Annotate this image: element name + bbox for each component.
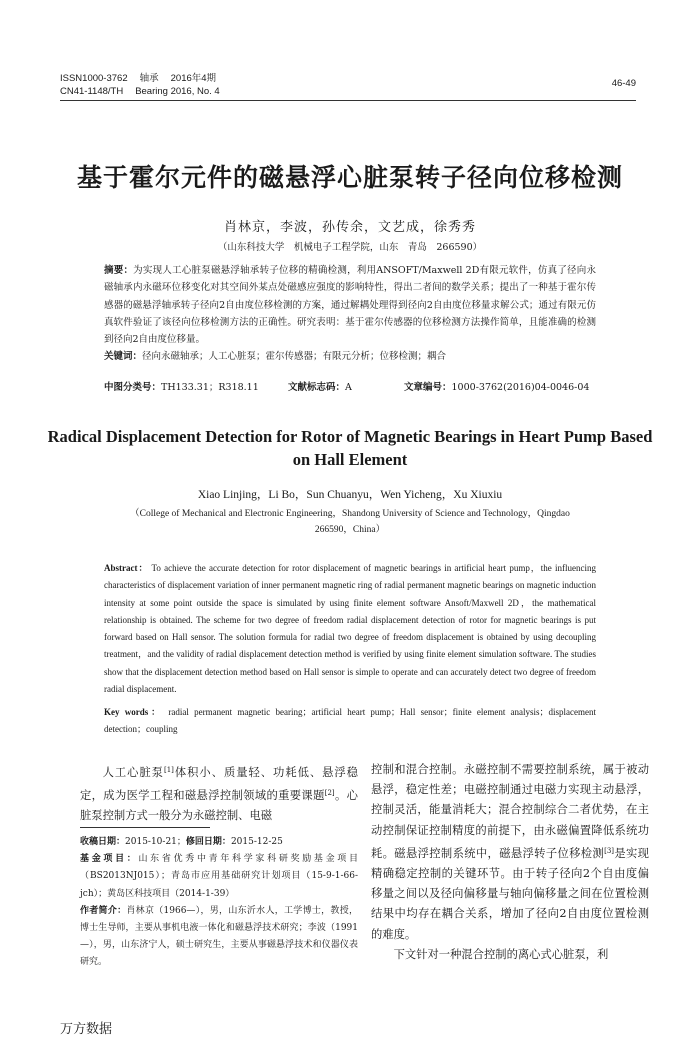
abstract-en <box>104 560 596 698</box>
header-divider <box>60 100 636 101</box>
footnote-fund: 基金项目：山东省优秀中青年科学家科研奖励基金项目（BS2013NJ015）；青岛市应用基础研究计划项目（15-9-1-66-jch）；黄岛区科技项目（2014-1-39） <box>80 854 358 899</box>
keywords-cn-label: 关键词： <box>104 351 143 363</box>
clc-label: 中图分类号： <box>104 382 162 393</box>
keywords-en <box>104 704 596 739</box>
citation-3[interactable]: [3] <box>604 846 615 855</box>
body-column-left <box>80 760 358 827</box>
abstract-cn-text: 为实现人工心脏泵磁悬浮轴承转子位移的精确检测，利用ANSOFT/Maxwell 2D有限元软件，仿真了径向永磁轴承内永磁环位移变化对其空间外某点处磁感应强度的影响特性，得出二者间的数学关系；提出了一种基于霍尔传感器的磁悬浮轴承转子径向2自由度位移检测的方案，通过解耦处理得到径向2自由度位移量求解公式；通过有限元仿真软件验证了该径向位移检测方法的正确性。研究表明：基于霍尔传感器的位移检测方法操作简单，且能准确的检测到径向2自由度位移量。 <box>104 265 596 346</box>
article-number: 1000-3762(2016)04-0046-04 <box>451 382 590 393</box>
doc-code: A <box>345 382 352 393</box>
body-paragraph: 人工心脏泵[1]体积小、质量轻、功耗低、悬浮稳定，成为医学工程和磁悬浮控制领域的重要课题[2]。心脏泵控制方式一般分为永磁控制、电磁 <box>80 766 358 823</box>
cn-code: CN41-1148/TH <box>60 86 124 97</box>
footnote <box>80 834 358 972</box>
journal-name-cn: 轴承 <box>139 73 159 84</box>
authors-cn: 肖林京，李波，孙传余，文艺成，徐秀秀 <box>223 220 476 235</box>
abstract-cn-label: 摘要： <box>104 265 134 276</box>
keywords-en-label: Key words： <box>104 707 164 717</box>
affiliation-cn: （山东科技大学 机械电子工程学院，山东 青岛 266590） <box>217 242 483 253</box>
body-paragraph: 下文针对一种混合控制的离心式心脏泵，利 <box>393 947 609 961</box>
paper-title-cn: 基于霍尔元件的磁悬浮心脏泵转子径向位移检测 <box>76 163 623 192</box>
keywords-cn-text: 径向永磁轴承；人工心脏泵；霍尔传感器；有限元分析；位移检测；耦合 <box>142 351 447 363</box>
paper-title-en: Radical Displacement Detection for Rotor of Magnetic Bearings in Heart Pump Based on Hall Element <box>47 427 653 469</box>
authors-en: Xiao Linjing，Li Bo，Sun Chuanyu，Wen Yicheng，Xu Xiuxiu <box>197 489 503 501</box>
abstract-en-label: Abstract： <box>104 563 149 573</box>
abstract-cn <box>104 262 596 366</box>
page-range: 46-49 <box>611 78 636 89</box>
keywords-en-text: radial permanent magnetic bearing；artificial heart pump；Hall sensor；finite element analysis；displacement detection；coupling <box>104 707 597 735</box>
affiliation-en: （College of Mechanical and Electronic Engineering，Shandong University of Science and Technology，Qingdao 266590，China） <box>130 509 570 535</box>
clc-code: TH133.31；R318.11 <box>161 382 259 393</box>
abstract-en-text: To achieve the accurate detection for rotor displacement of magnetic bearings in artificial heart pump，the influencing characteristics of displacement variation of inner permanent magnetic ring of radial permanent magnetic bearings on magnetic induction intensity at some point outside the space is simulated by using finite element software Ansoft/Maxwell 2D，the mathematical relationship is obtained. The scheme for two degree of freedom radial displacement detection of rotor for magnetic bearings is put forward based on Hall sensor. The solution formula for radial two degree of freedom displacement is obtained by using decoupling treatment，and the validity of radial displacement detection method is verified by using finite element simulation software. The studies show that the displacement detection method based on Hall sensor is simple to operate and can accurately detect two degree of freedom radial displacement. <box>104 563 596 695</box>
footnote-divider <box>80 827 210 828</box>
journal-issue-en: Bearing 2016, No. 4 <box>135 86 220 97</box>
footnote-author-bio: 作者简介：肖林京（1966—），男，山东沂水人，工学博士，教授，博士生导师，主要从事机电液一体化和磁悬浮技术研究；李波（1991—），男，山东济宁人，硕士研究生，主要从事磁悬浮技术和仪器仪表研究。 <box>80 905 358 968</box>
body-paragraph: 控制和混合控制。永磁控制不需要控制系统，属于被动悬浮，稳定性差；电磁控制通过电磁力实现主动悬浮，控制灵活，能量消耗大；混合控制综合二者优势，在主动控制保证控制精度的前提下，由永磁偏置降低系统功耗。磁悬浮控制系统中，磁悬浮转子位移检测[3]是实现精确稳定控制的关键环节。由于转子径向2个自由度偏移量之间以及径向偏移量与轴向偏移量之间在位置检测结果中均存在耦合关系，增加了径向2自由度位置检测的难度。 <box>371 763 649 941</box>
body-column-right <box>371 760 649 965</box>
citation-2[interactable]: [2] <box>324 789 335 798</box>
footnote-dates: 收稿日期：2015-10-21；修回日期：2015-12-25 <box>80 837 283 847</box>
running-header <box>60 72 232 98</box>
article-number-label: 文章编号： <box>404 382 452 393</box>
issue-cn: 2016年4期 <box>170 73 217 84</box>
doc-code-label: 文献标志码： <box>288 382 346 393</box>
citation-1[interactable]: [1] <box>163 766 174 774</box>
classification-line <box>104 379 624 393</box>
issn: ISSN1000-3762 <box>60 73 128 84</box>
wanfang-watermark: 万方数据 <box>60 1022 113 1037</box>
